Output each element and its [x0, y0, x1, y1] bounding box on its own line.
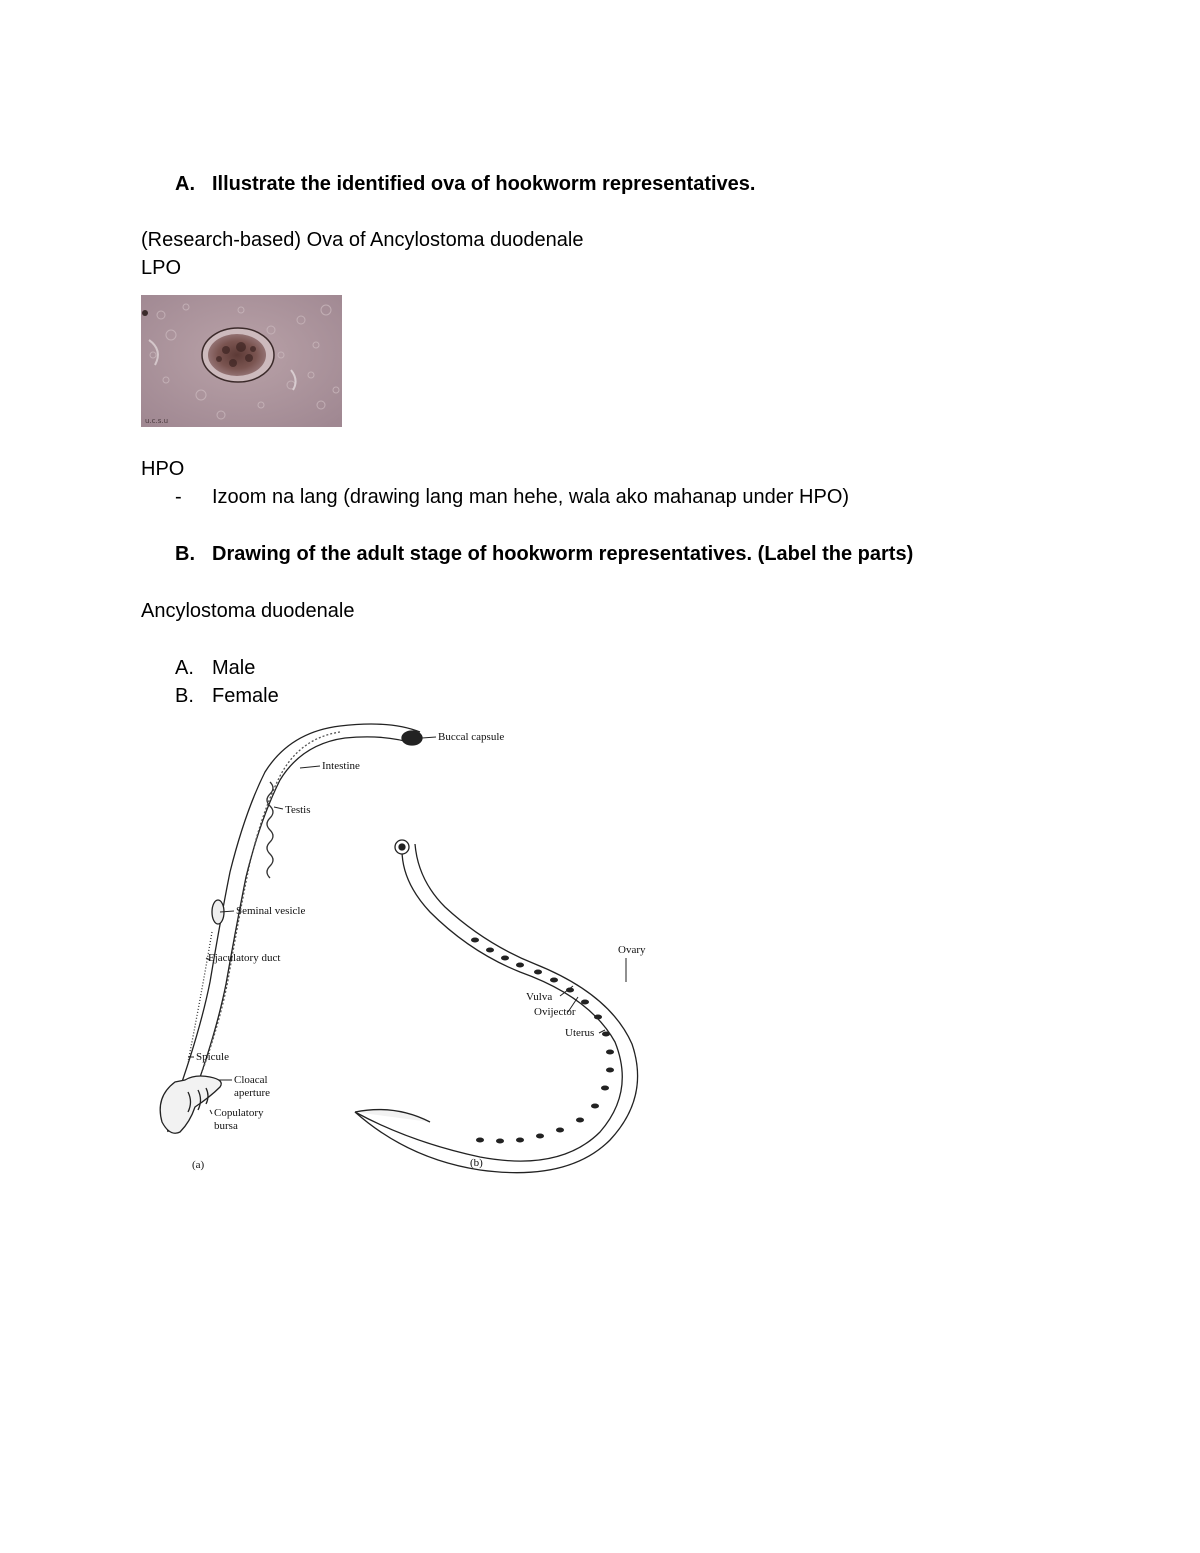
- ovum-morula: [208, 334, 266, 376]
- hpo-bullet: -: [175, 486, 182, 508]
- label-ovijector: Ovijector: [534, 1006, 576, 1018]
- lpo-label: LPO: [141, 257, 182, 279]
- list-item-female: Female: [212, 685, 279, 707]
- list-item-male-marker: A.: [175, 657, 194, 679]
- panel-label-a: (a): [192, 1159, 205, 1171]
- label-spicule: Spicule: [196, 1051, 229, 1063]
- section-b-marker: B.: [175, 543, 195, 565]
- ova-caption: (Research-based) Ova of Ancylostoma duodenale: [141, 229, 584, 251]
- label-vulva: Vulva: [526, 991, 553, 1003]
- panel-label-b: (b): [470, 1157, 483, 1169]
- list-item-female-marker: B.: [175, 685, 194, 707]
- hookworm-diagram: [140, 712, 680, 1182]
- list-item-male: Male: [212, 657, 256, 679]
- label-buccal-capsule: Buccal capsule: [438, 731, 505, 743]
- debris-dot: [142, 310, 148, 316]
- label-cloacal-1: Cloacal: [234, 1074, 268, 1086]
- hpo-label: HPO: [141, 458, 185, 480]
- ovum-micrograph: [141, 295, 342, 427]
- label-ejaculatory-duct: Ejaculatory duct: [208, 952, 281, 964]
- species-name: Ancylostoma duodenale: [141, 600, 355, 622]
- hpo-note: Izoom na lang (drawing lang man hehe, wala ako mahanap under HPO): [212, 486, 850, 508]
- photo-watermark: u.c.s.u: [145, 417, 169, 425]
- label-testis: Testis: [285, 804, 311, 816]
- label-cloacal-2: aperture: [234, 1087, 271, 1099]
- label-copulatory-1: Copulatory: [214, 1107, 264, 1119]
- hookworm-adult-figure: [140, 712, 680, 1182]
- label-ovary: Ovary: [618, 944, 646, 956]
- section-a-heading: Illustrate the identified ova of hookworm representatives.: [212, 173, 756, 195]
- label-intestine: Intestine: [322, 760, 360, 772]
- section-a-marker: A.: [175, 173, 195, 195]
- label-seminal-vesicle: Seminal vesicle: [236, 905, 306, 917]
- label-copulatory-2: bursa: [214, 1120, 238, 1132]
- label-uterus: Uterus: [565, 1027, 595, 1039]
- ovum-micrograph-image: [141, 295, 342, 427]
- male-worm-body: [167, 724, 420, 1132]
- section-b-heading: Drawing of the adult stage of hookworm representatives. (Label the parts): [212, 543, 914, 565]
